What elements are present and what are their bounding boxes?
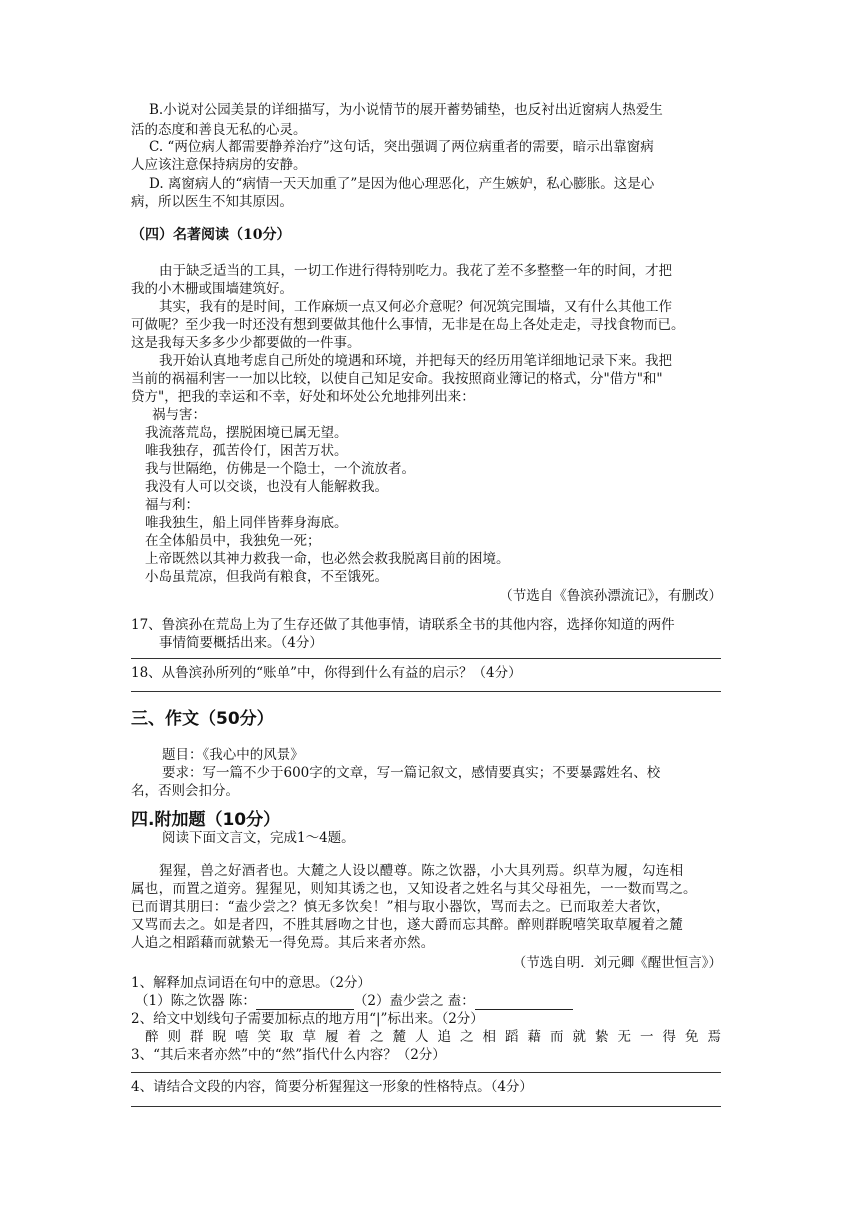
list-item: 唯我独存，孤苦伶仃，困苦万状。 xyxy=(145,443,348,459)
option-d-line1: D. 离窗病人的“病情一天天加重了”是因为他心理恶化，产生嫉妒，私心膨胀。这是心 xyxy=(149,176,655,192)
list-item: 唯我独生，船上同伴皆葬身海底。 xyxy=(145,515,348,531)
sentence-char: 免 xyxy=(685,1029,699,1045)
bonus-question-3: 3、“其后来者亦然”中的“然”指代什么内容？（2分） xyxy=(131,1047,446,1063)
option-b-line2: 活的态度和善良无私的心灵。 xyxy=(131,122,307,138)
sentence-char: 得 xyxy=(662,1029,676,1045)
question-17-line1: 17、鲁滨孙在荒岛上为了生存还做了其他事情，请联系全书的其他内容，选择你知道的两件 xyxy=(131,617,675,633)
passage-source: （节选自《鲁滨孙漂流记》，有删改） xyxy=(499,588,722,604)
sentence-char: 蹈 xyxy=(505,1029,519,1045)
sentence-char: 草 xyxy=(302,1029,316,1045)
list-heading-bad: 祸与害： xyxy=(152,407,206,423)
q1-item-b: （2）盍少尝之 盍： xyxy=(353,993,475,1009)
sentence-char: 藉 xyxy=(527,1029,541,1045)
classical-text-line3: 已而谓其朋曰：“盍少尝之？慎无多饮矣！”相与取小器饮，骂而去之。已而取差大者饮， xyxy=(131,899,670,915)
bonus-heading: 四.附加题（10分） xyxy=(131,810,281,830)
essay-title: 题目：《我心中的风景》 xyxy=(162,747,304,763)
answer-line-q3[interactable] xyxy=(131,1072,721,1073)
sentence-char: 群 xyxy=(190,1029,204,1045)
bonus-question-1-items xyxy=(135,992,573,1010)
option-d-line2: 病，所以医生不知其原因。 xyxy=(131,194,293,210)
sentence-char: 嘻 xyxy=(235,1029,249,1045)
essay-requirement-line2: 名，否则会扣分。 xyxy=(131,783,239,799)
list-heading-good: 福与利： xyxy=(145,497,199,513)
sentence-char: 相 xyxy=(482,1029,496,1045)
sentence-char: 笑 xyxy=(257,1029,271,1045)
passage-p2-line3: 这是我每天多多少少都要做的一件事。 xyxy=(131,335,361,351)
bonus-question-1: 1、解释加点词语在句中的意思。（2分） xyxy=(131,975,371,991)
answer-line-18[interactable] xyxy=(131,691,721,692)
list-item: 上帝既然以其神力救我一命，也必然会救我脱离目前的困境。 xyxy=(145,551,510,567)
passage-p3-line2: 当前的祸福利害一一加以比较，以使自己知足安命。我按照商业簿记的格式，分"借方"和" xyxy=(131,371,663,387)
passage-p3-line1: 我开始认真地考虑自己所处的境遇和环境，并把每天的经历用笔详细地记录下来。我把 xyxy=(159,353,672,369)
classical-text-line2: 属也，而置之道旁。猩猩见，则知其诱之也，又知设者之姓名与其父母祖先，一一数而骂之。 xyxy=(131,881,697,897)
sentence-char: 麓 xyxy=(392,1029,406,1045)
list-item: 在全体船员中，我独免一死； xyxy=(145,533,321,549)
list-item: 我流落荒岛，摆脱困境已属无望。 xyxy=(145,425,348,441)
sentence-char: 絷 xyxy=(595,1029,609,1045)
list-item: 小岛虽荒凉，但我尚有粮食，不至饿死。 xyxy=(145,569,388,585)
q1-item-a: （1）陈之饮器 陈： xyxy=(135,993,256,1009)
passage-p2-line1: 其实，我有的是时间，工作麻烦一点又何必介意呢？何况筑完围墙，又有什么其他工作 xyxy=(159,299,672,315)
sentence-char: 睨 xyxy=(212,1029,226,1045)
essay-requirement-line1: 要求：写一篇不少于600字的文章，写一篇记叙文，感情要真实；不要暴露姓名、校 xyxy=(162,765,661,781)
section-4-heading: （四）名著阅读（10分） xyxy=(131,227,291,243)
sentence-char: 之 xyxy=(370,1029,384,1045)
passage-p2-line2: 可做呢？至少我一时还没有想到要做其他什么事情，无非是在岛上各处走走，寻找食物而已。 xyxy=(131,317,685,333)
sentence-char: 而 xyxy=(550,1029,564,1045)
bonus-question-2: 2、给文中划线句子需要加标点的地方用“|”标出来。（2分） xyxy=(131,1011,484,1027)
sentence-char: 之 xyxy=(460,1029,474,1045)
classical-source: （节选自明．刘元卿《醒世恒言》） xyxy=(512,955,722,971)
sentence-char: 取 xyxy=(280,1029,294,1045)
list-item: 我与世隔绝，仿佛是一个隐士，一个流放者。 xyxy=(145,461,415,477)
classical-text-line5: 人追之相蹈藉而就絷无一得免焉。其后来者亦然。 xyxy=(131,935,435,951)
sentence-char: 就 xyxy=(572,1029,586,1045)
passage-p1-line2: 我的小木栅或围墙建筑好。 xyxy=(131,281,293,297)
sentence-char: 人 xyxy=(415,1029,429,1045)
answer-line-q4[interactable] xyxy=(131,1106,721,1107)
punctuation-sentence[interactable] xyxy=(145,1028,721,1046)
list-item: 我没有人可以交谈，也没有人能解救我。 xyxy=(145,479,388,495)
option-b-line1: B.小说对公园美景的详细描写，为小说情节的展开蓄势铺垫，也反衬出近窗病人热爱生 xyxy=(149,102,663,118)
essay-heading: 三、作文（50分） xyxy=(131,709,274,729)
sentence-char: 履 xyxy=(325,1029,339,1045)
classical-text-line1: 猩猩，兽之好酒者也。大麓之人设以醴尊。陈之饮器，小大具列焉。织草为履，勾连相 xyxy=(159,863,684,879)
sentence-char: 一 xyxy=(640,1029,654,1045)
option-c-line1: C. “两位病人都需要静养治疗”这句话，突出强调了两位病重者的需要，暗示出靠窗病 xyxy=(149,139,654,155)
sentence-char: 追 xyxy=(437,1029,451,1045)
sentence-char: 焉 xyxy=(707,1029,721,1045)
passage-p1-line1: 由于缺乏适当的工具，一切工作进行得特别吃力。我花了差不多整整一年的时间，才把 xyxy=(159,263,672,279)
sentence-char: 醉 xyxy=(145,1029,159,1045)
question-18: 18、从鲁滨孙所列的“账单”中，你得到什么有益的启示？（4分） xyxy=(131,665,522,681)
q1-answer-blank-b[interactable] xyxy=(475,994,573,1010)
bonus-question-4: 4、请结合文段的内容，简要分析猩猩这一形象的性格特点。（4分） xyxy=(131,1079,533,1095)
sentence-char: 着 xyxy=(347,1029,361,1045)
sentence-char: 则 xyxy=(167,1029,181,1045)
sentence-char: 无 xyxy=(617,1029,631,1045)
classical-text-line4: 又骂而去之。如是者四，不胜其唇吻之甘也，遂大爵而忘其醉。醉则群睨嘻笑取草履着之麓 xyxy=(131,917,683,933)
answer-line-17[interactable] xyxy=(131,658,721,659)
question-17-line2: 事情简要概括出来。（4分） xyxy=(159,635,323,651)
q1-answer-blank-a[interactable] xyxy=(256,994,354,1010)
passage-p3-line3: 贷方"，把我的幸运和不幸，好处和坏处公允地排列出来： xyxy=(131,389,475,405)
bonus-intro: 阅读下面文言文，完成1～4题。 xyxy=(162,830,355,846)
option-c-line2: 人应该注意保持病房的安静。 xyxy=(131,157,307,173)
